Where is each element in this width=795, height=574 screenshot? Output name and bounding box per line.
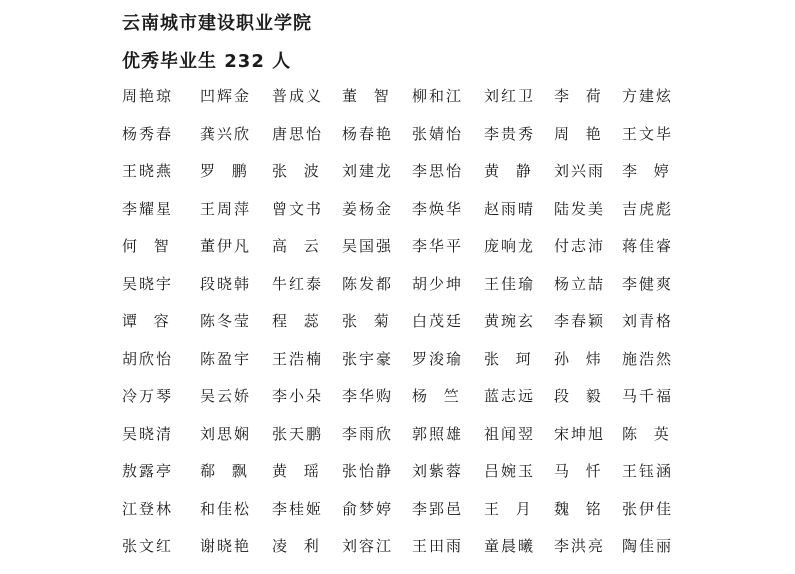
graduate-name: 罗浚瑜: [412, 349, 464, 368]
graduate-name: 吕婉玉: [484, 462, 536, 480]
graduate-name: 马千福: [622, 387, 674, 405]
graduate-name: 陈发都: [342, 274, 394, 293]
graduate-name: 白茂廷: [412, 312, 464, 330]
graduate-name: 李 婷: [622, 162, 669, 180]
graduate-name: 施浩然: [622, 349, 674, 368]
graduate-name: 凌 利: [272, 537, 319, 555]
graduate-name: 谭 容: [122, 312, 169, 330]
graduate-name: 李小朵: [272, 387, 324, 405]
graduate-name-list: [122, 86, 682, 574]
graduate-name: 和佳松: [200, 499, 252, 518]
graduate-name: 李雨欣: [342, 424, 394, 443]
graduate-name: 敖露亭: [122, 462, 174, 480]
name-row: [122, 461, 682, 499]
school-title: 云南城市建设职业学院: [122, 13, 312, 34]
graduate-name: 周 艳: [554, 124, 601, 143]
graduate-name: 胡欣怡: [122, 349, 174, 368]
graduate-name: 段晓韩: [200, 274, 252, 293]
name-row: [122, 199, 682, 237]
graduate-name: 姜杨金: [342, 199, 394, 218]
graduate-name: 李耀星: [122, 199, 174, 218]
graduate-name: 周艳琼: [122, 87, 174, 105]
name-row: [122, 499, 682, 537]
graduate-name: 黄 瑶: [272, 462, 319, 480]
graduate-name: 黄 静: [484, 162, 531, 180]
graduate-name: 胡少坤: [412, 274, 464, 293]
graduate-name: 凹辉金: [200, 87, 252, 105]
name-row: [122, 274, 682, 312]
graduate-name: 刘紫蓉: [412, 462, 464, 480]
graduate-name: 吴晓宇: [122, 274, 174, 293]
graduate-name: 曾文书: [272, 199, 324, 218]
name-row: [122, 86, 682, 124]
graduate-name: 李思怡: [412, 162, 464, 180]
graduate-name: 李桂姬: [272, 499, 324, 518]
graduate-name: 宋坤旭: [554, 424, 606, 443]
graduate-name: 谢晓艳: [200, 537, 252, 555]
graduate-name: 刘兴雨: [554, 162, 606, 180]
graduate-name: 刘思娴: [200, 424, 252, 443]
graduate-name: 吴晓清: [122, 424, 174, 443]
graduate-name: 张 菊: [342, 312, 389, 330]
graduate-name: 马 忏: [554, 462, 601, 480]
name-row: [122, 124, 682, 162]
graduate-name: 李华购: [342, 387, 394, 405]
graduate-name: 王田雨: [412, 537, 464, 555]
graduate-name: 张文红: [122, 537, 174, 555]
graduate-name: 江登林: [122, 499, 174, 518]
graduate-name: 刘容江: [342, 537, 394, 555]
graduate-name: 李焕华: [412, 199, 464, 218]
graduate-name: 孙 炜: [554, 349, 601, 368]
graduate-name: 王 月: [484, 499, 531, 518]
graduate-name: 祖闻翌: [484, 424, 536, 443]
graduate-name: 罗 鹏: [200, 162, 247, 180]
graduate-name: 张伊佳: [622, 499, 674, 518]
name-row: [122, 349, 682, 387]
graduate-name: 张 珂: [484, 349, 531, 368]
graduate-name: 李华平: [412, 237, 464, 255]
name-row: [122, 536, 682, 574]
graduate-name: 张宇豪: [342, 349, 394, 368]
graduate-name: 吉虎彪: [622, 199, 674, 218]
graduate-name: 童晨曦: [484, 537, 536, 555]
graduate-name: 王晓燕: [122, 162, 174, 180]
graduate-name: 段 毅: [554, 387, 601, 405]
graduate-name: 龚兴欣: [200, 124, 252, 143]
graduate-name: 杨春艳: [342, 124, 394, 143]
graduate-name: 普成义: [272, 87, 324, 105]
graduate-name: 陶佳丽: [622, 537, 674, 555]
graduate-name: 刘建龙: [342, 162, 394, 180]
graduate-name: 俞梦婷: [342, 499, 394, 518]
graduate-name: 付志沛: [554, 237, 606, 255]
graduate-name: 董 智: [342, 87, 389, 105]
name-row: [122, 386, 682, 424]
graduate-name: 李贵秀: [484, 124, 536, 143]
graduate-name: 何 智: [122, 237, 169, 255]
graduate-name: 陆发美: [554, 199, 606, 218]
name-row: [122, 311, 682, 349]
graduate-name: 王佳瑜: [484, 274, 536, 293]
graduate-name: 魏 铭: [554, 499, 601, 518]
graduate-name: 吴云娇: [200, 387, 252, 405]
graduate-name: 李郢邑: [412, 499, 464, 518]
name-row: [122, 424, 682, 462]
name-row: [122, 236, 682, 274]
graduate-name: 蒋佳睿: [622, 237, 674, 255]
graduate-name: 李洪亮: [554, 537, 606, 555]
graduate-name: 吴国强: [342, 237, 394, 255]
graduate-name: 杨秀春: [122, 124, 174, 143]
graduate-name: 柳和江: [412, 87, 464, 105]
graduate-name: 方建炫: [622, 87, 674, 105]
graduate-name: 刘红卫: [484, 87, 536, 105]
graduate-name: 郭照雄: [412, 424, 464, 443]
graduate-name: 董伊凡: [200, 237, 252, 255]
graduate-name: 郗 飘: [200, 462, 247, 480]
graduate-name: 唐思怡: [272, 124, 324, 143]
graduate-name: 黄琬玄: [484, 312, 536, 330]
graduate-name: 李春颖: [554, 312, 606, 330]
graduate-name: 张天鹏: [272, 424, 324, 443]
graduate-name: 张 波: [272, 162, 319, 180]
graduate-name: 李 荷: [554, 87, 601, 105]
graduate-name: 庞响龙: [484, 237, 536, 255]
graduate-name: 王浩楠: [272, 349, 324, 368]
graduate-name: 陈 英: [622, 424, 669, 443]
graduate-name: 冷万琴: [122, 387, 174, 405]
graduate-name: 陈冬莹: [200, 312, 252, 330]
graduate-name: 赵雨晴: [484, 199, 536, 218]
graduate-name: 牛红泰: [272, 274, 324, 293]
graduate-name: 王周萍: [200, 199, 252, 218]
graduate-name: 蓝志远: [484, 387, 536, 405]
graduate-name: 张婧怡: [412, 124, 464, 143]
graduate-name: 李健爽: [622, 274, 674, 293]
graduate-name: 高 云: [272, 237, 319, 255]
graduate-name: 刘青格: [622, 312, 674, 330]
graduate-name: 王文毕: [622, 124, 674, 143]
section-title: 优秀毕业生 232 人: [122, 51, 292, 72]
graduate-name: 张怡静: [342, 462, 394, 480]
name-row: [122, 161, 682, 199]
graduate-name: 程 蕊: [272, 312, 319, 330]
graduate-name: 陈盈宇: [200, 349, 252, 368]
graduate-name: 王钰涵: [622, 462, 674, 480]
graduate-name: 杨立喆: [554, 274, 606, 293]
graduate-name: 杨 竺: [412, 387, 459, 405]
